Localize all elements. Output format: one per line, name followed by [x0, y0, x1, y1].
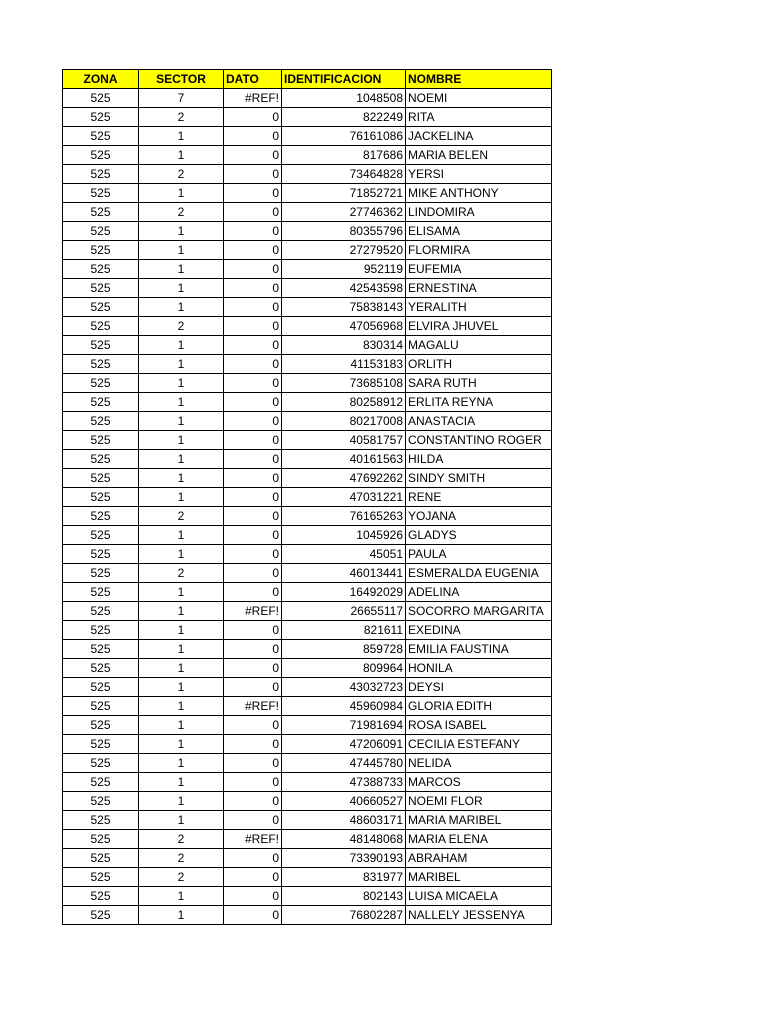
cell-nombre[interactable]: ABRAHAM: [406, 849, 552, 868]
cell-sector[interactable]: 1: [139, 545, 224, 564]
cell-zona[interactable]: 525: [63, 507, 139, 526]
cell-nombre[interactable]: NOEMI FLOR: [406, 792, 552, 811]
table-row: [63, 602, 552, 621]
cell-identificacion[interactable]: 73390193: [282, 849, 406, 868]
table-row: [63, 222, 552, 241]
cell-zona[interactable]: 525: [63, 203, 139, 222]
table-row: [63, 298, 552, 317]
cell-sector[interactable]: 2: [139, 108, 224, 127]
cell-zona[interactable]: 525: [63, 754, 139, 773]
cell-dato[interactable]: #REF!: [224, 89, 282, 108]
table-row: [63, 868, 552, 887]
cell-dato[interactable]: 0: [224, 146, 282, 165]
cell-zona[interactable]: 525: [63, 792, 139, 811]
cell-nombre[interactable]: ROSA ISABEL: [406, 716, 552, 735]
cell-dato[interactable]: 0: [224, 583, 282, 602]
cell-dato[interactable]: 0: [224, 906, 282, 925]
cell-dato[interactable]: 0: [224, 374, 282, 393]
table-row: [63, 355, 552, 374]
cell-dato[interactable]: 0: [224, 887, 282, 906]
cell-identificacion[interactable]: 76165263: [282, 507, 406, 526]
cell-sector[interactable]: 2: [139, 868, 224, 887]
cell-nombre[interactable]: MARIA ELENA: [406, 830, 552, 849]
cell-dato[interactable]: 0: [224, 469, 282, 488]
cell-nombre[interactable]: ESMERALDA EUGENIA: [406, 564, 552, 583]
cell-sector[interactable]: 2: [139, 564, 224, 583]
cell-dato[interactable]: 0: [224, 716, 282, 735]
cell-zona[interactable]: 525: [63, 412, 139, 431]
cell-nombre[interactable]: SOCORRO MARGARITA: [406, 602, 552, 621]
cell-sector[interactable]: 1: [139, 678, 224, 697]
cell-dato[interactable]: 0: [224, 203, 282, 222]
cell-nombre[interactable]: RENE: [406, 488, 552, 507]
table-body: [63, 89, 552, 925]
table-row: [63, 203, 552, 222]
cell-identificacion[interactable]: 45051: [282, 545, 406, 564]
table-row: [63, 773, 552, 792]
cell-identificacion[interactable]: 47692262: [282, 469, 406, 488]
cell-sector[interactable]: 2: [139, 203, 224, 222]
cell-identificacion[interactable]: 75838143: [282, 298, 406, 317]
cell-identificacion[interactable]: 47056968: [282, 317, 406, 336]
cell-identificacion[interactable]: 27279520: [282, 241, 406, 260]
cell-zona[interactable]: 525: [63, 602, 139, 621]
cell-identificacion[interactable]: 73685108: [282, 374, 406, 393]
cell-sector[interactable]: 7: [139, 89, 224, 108]
cell-nombre[interactable]: YOJANA: [406, 507, 552, 526]
cell-nombre[interactable]: CONSTANTINO ROGER: [406, 431, 552, 450]
cell-dato[interactable]: 0: [224, 849, 282, 868]
cell-dato[interactable]: 0: [224, 792, 282, 811]
cell-sector[interactable]: 1: [139, 621, 224, 640]
cell-sector[interactable]: 1: [139, 355, 224, 374]
cell-zona[interactable]: 525: [63, 621, 139, 640]
cell-nombre[interactable]: ELISAMA: [406, 222, 552, 241]
cell-nombre[interactable]: MARCOS: [406, 773, 552, 792]
cell-nombre[interactable]: EMILIA FAUSTINA: [406, 640, 552, 659]
cell-nombre[interactable]: GLORIA EDITH: [406, 697, 552, 716]
cell-dato[interactable]: #REF!: [224, 697, 282, 716]
table-row: [63, 89, 552, 108]
cell-sector[interactable]: 1: [139, 602, 224, 621]
cell-sector[interactable]: 1: [139, 469, 224, 488]
table-row: [63, 260, 552, 279]
cell-identificacion[interactable]: 16492029: [282, 583, 406, 602]
cell-dato[interactable]: 0: [224, 507, 282, 526]
table-row: [63, 393, 552, 412]
data-table: [62, 69, 552, 925]
cell-nombre[interactable]: NELIDA: [406, 754, 552, 773]
cell-zona[interactable]: 525: [63, 127, 139, 146]
cell-zona[interactable]: 525: [63, 355, 139, 374]
cell-dato[interactable]: 0: [224, 526, 282, 545]
cell-dato[interactable]: 0: [224, 412, 282, 431]
cell-identificacion[interactable]: 71852721: [282, 184, 406, 203]
cell-identificacion[interactable]: 48148068: [282, 830, 406, 849]
cell-identificacion[interactable]: 76802287: [282, 906, 406, 925]
table-row: [63, 412, 552, 431]
cell-sector[interactable]: 1: [139, 184, 224, 203]
cell-identificacion[interactable]: 47031221: [282, 488, 406, 507]
table-row: [63, 336, 552, 355]
cell-dato[interactable]: #REF!: [224, 830, 282, 849]
cell-nombre[interactable]: SARA RUTH: [406, 374, 552, 393]
cell-zona[interactable]: 525: [63, 146, 139, 165]
cell-sector[interactable]: 1: [139, 811, 224, 830]
cell-nombre[interactable]: LUISA MICAELA: [406, 887, 552, 906]
table-row: [63, 811, 552, 830]
table-row: [63, 583, 552, 602]
cell-zona[interactable]: 525: [63, 906, 139, 925]
cell-zona[interactable]: 525: [63, 165, 139, 184]
cell-dato[interactable]: 0: [224, 298, 282, 317]
table-row: [63, 165, 552, 184]
cell-zona[interactable]: 525: [63, 697, 139, 716]
table-row: [63, 792, 552, 811]
table-row: [63, 640, 552, 659]
table-row: [63, 526, 552, 545]
header-identificacion[interactable]: IDENTIFICACION: [282, 70, 406, 89]
cell-nombre[interactable]: YERSI: [406, 165, 552, 184]
cell-sector[interactable]: 1: [139, 298, 224, 317]
cell-identificacion[interactable]: 40161563: [282, 450, 406, 469]
cell-nombre[interactable]: ANASTACIA: [406, 412, 552, 431]
cell-identificacion[interactable]: 26655117: [282, 602, 406, 621]
cell-nombre[interactable]: ERLITA REYNA: [406, 393, 552, 412]
table-row: [63, 545, 552, 564]
cell-dato[interactable]: 0: [224, 393, 282, 412]
cell-identificacion[interactable]: 42543598: [282, 279, 406, 298]
cell-dato[interactable]: 0: [224, 545, 282, 564]
cell-identificacion[interactable]: 27746362: [282, 203, 406, 222]
cell-dato[interactable]: 0: [224, 241, 282, 260]
cell-nombre[interactable]: MARIA BELEN: [406, 146, 552, 165]
cell-dato[interactable]: 0: [224, 640, 282, 659]
cell-sector[interactable]: 2: [139, 830, 224, 849]
table-row: [63, 659, 552, 678]
cell-zona[interactable]: 525: [63, 564, 139, 583]
cell-sector[interactable]: 2: [139, 849, 224, 868]
cell-sector[interactable]: 2: [139, 165, 224, 184]
cell-sector[interactable]: 1: [139, 716, 224, 735]
cell-identificacion[interactable]: 47206091: [282, 735, 406, 754]
cell-dato[interactable]: 0: [224, 773, 282, 792]
table-row: [63, 716, 552, 735]
header-zona[interactable]: ZONA: [63, 70, 139, 89]
table-row: [63, 849, 552, 868]
cell-dato[interactable]: 0: [224, 355, 282, 374]
cell-dato[interactable]: 0: [224, 868, 282, 887]
table-row: [63, 127, 552, 146]
cell-zona[interactable]: 525: [63, 450, 139, 469]
cell-dato[interactable]: 0: [224, 279, 282, 298]
cell-zona[interactable]: 525: [63, 469, 139, 488]
table-row: [63, 450, 552, 469]
table-row: [63, 279, 552, 298]
cell-zona[interactable]: 525: [63, 545, 139, 564]
cell-nombre[interactable]: FLORMIRA: [406, 241, 552, 260]
cell-dato[interactable]: 0: [224, 184, 282, 203]
cell-nombre[interactable]: LINDOMIRA: [406, 203, 552, 222]
cell-zona[interactable]: 525: [63, 374, 139, 393]
cell-sector[interactable]: 1: [139, 906, 224, 925]
cell-dato[interactable]: 0: [224, 222, 282, 241]
cell-nombre[interactable]: NOEMI: [406, 89, 552, 108]
cell-identificacion[interactable]: 952119: [282, 260, 406, 279]
cell-sector[interactable]: 1: [139, 754, 224, 773]
cell-dato[interactable]: 0: [224, 735, 282, 754]
cell-nombre[interactable]: HILDA: [406, 450, 552, 469]
cell-dato[interactable]: 0: [224, 108, 282, 127]
cell-sector[interactable]: 1: [139, 279, 224, 298]
cell-identificacion[interactable]: 859728: [282, 640, 406, 659]
cell-zona[interactable]: 525: [63, 222, 139, 241]
cell-dato[interactable]: 0: [224, 317, 282, 336]
cell-sector[interactable]: 1: [139, 488, 224, 507]
cell-zona[interactable]: 525: [63, 583, 139, 602]
table-row: [63, 906, 552, 925]
cell-zona[interactable]: 525: [63, 868, 139, 887]
cell-zona[interactable]: 525: [63, 108, 139, 127]
cell-nombre[interactable]: HONILA: [406, 659, 552, 678]
cell-zona[interactable]: 525: [63, 431, 139, 450]
cell-zona[interactable]: 525: [63, 279, 139, 298]
cell-identificacion[interactable]: 809964: [282, 659, 406, 678]
table-row: [63, 241, 552, 260]
cell-nombre[interactable]: RITA: [406, 108, 552, 127]
cell-identificacion[interactable]: 821611: [282, 621, 406, 640]
cell-zona[interactable]: 525: [63, 678, 139, 697]
cell-sector[interactable]: 1: [139, 792, 224, 811]
cell-identificacion[interactable]: 40581757: [282, 431, 406, 450]
table-row: [63, 887, 552, 906]
cell-nombre[interactable]: MARIBEL: [406, 868, 552, 887]
table-row: [63, 754, 552, 773]
cell-nombre[interactable]: EXEDINA: [406, 621, 552, 640]
cell-sector[interactable]: 1: [139, 222, 224, 241]
cell-zona[interactable]: 525: [63, 526, 139, 545]
cell-dato[interactable]: 0: [224, 127, 282, 146]
cell-zona[interactable]: 525: [63, 336, 139, 355]
cell-nombre[interactable]: MARIA MARIBEL: [406, 811, 552, 830]
cell-sector[interactable]: 1: [139, 735, 224, 754]
cell-dato[interactable]: 0: [224, 488, 282, 507]
cell-zona[interactable]: 525: [63, 830, 139, 849]
cell-sector[interactable]: 1: [139, 640, 224, 659]
cell-nombre[interactable]: ELVIRA JHUVEL: [406, 317, 552, 336]
cell-identificacion[interactable]: 73464828: [282, 165, 406, 184]
cell-identificacion[interactable]: 41153183: [282, 355, 406, 374]
cell-identificacion[interactable]: 47445780: [282, 754, 406, 773]
cell-identificacion[interactable]: 76161086: [282, 127, 406, 146]
cell-identificacion[interactable]: 71981694: [282, 716, 406, 735]
cell-sector[interactable]: 1: [139, 450, 224, 469]
cell-sector[interactable]: 1: [139, 583, 224, 602]
cell-dato[interactable]: 0: [224, 564, 282, 583]
cell-nombre[interactable]: MIKE ANTHONY: [406, 184, 552, 203]
cell-sector[interactable]: 1: [139, 146, 224, 165]
cell-nombre[interactable]: JACKELINA: [406, 127, 552, 146]
cell-dato[interactable]: 0: [224, 678, 282, 697]
table-row: [63, 830, 552, 849]
cell-zona[interactable]: 525: [63, 887, 139, 906]
cell-nombre[interactable]: ADELINA: [406, 583, 552, 602]
table-row: [63, 678, 552, 697]
table-row: [63, 108, 552, 127]
cell-sector[interactable]: 1: [139, 773, 224, 792]
table-row: [63, 317, 552, 336]
cell-nombre[interactable]: SINDY SMITH: [406, 469, 552, 488]
cell-zona[interactable]: 525: [63, 849, 139, 868]
table-row: [63, 431, 552, 450]
cell-identificacion[interactable]: 48603171: [282, 811, 406, 830]
table-row: [63, 469, 552, 488]
cell-dato[interactable]: #REF!: [224, 602, 282, 621]
header-nombre[interactable]: NOMBRE: [406, 70, 552, 89]
cell-zona[interactable]: 525: [63, 488, 139, 507]
table-row: [63, 564, 552, 583]
table-row: [63, 146, 552, 165]
cell-zona[interactable]: 525: [63, 89, 139, 108]
cell-nombre[interactable]: ORLITH: [406, 355, 552, 374]
cell-nombre[interactable]: EUFEMIA: [406, 260, 552, 279]
cell-sector[interactable]: 1: [139, 431, 224, 450]
cell-sector[interactable]: 1: [139, 659, 224, 678]
cell-identificacion[interactable]: 822249: [282, 108, 406, 127]
cell-sector[interactable]: 1: [139, 127, 224, 146]
cell-nombre[interactable]: DEYSI: [406, 678, 552, 697]
cell-dato[interactable]: 0: [224, 260, 282, 279]
cell-identificacion[interactable]: 46013441: [282, 564, 406, 583]
table-row: [63, 374, 552, 393]
table-row: [63, 735, 552, 754]
cell-dato[interactable]: 0: [224, 621, 282, 640]
cell-identificacion[interactable]: 802143: [282, 887, 406, 906]
cell-zona[interactable]: 525: [63, 640, 139, 659]
cell-zona[interactable]: 525: [63, 260, 139, 279]
cell-sector[interactable]: 1: [139, 336, 224, 355]
cell-identificacion[interactable]: 1048508: [282, 89, 406, 108]
table-row: [63, 184, 552, 203]
table-row: [63, 488, 552, 507]
cell-zona[interactable]: 525: [63, 317, 139, 336]
cell-sector[interactable]: 2: [139, 507, 224, 526]
table-row: [63, 621, 552, 640]
cell-zona[interactable]: 525: [63, 241, 139, 260]
cell-dato[interactable]: 0: [224, 336, 282, 355]
cell-identificacion[interactable]: 831977: [282, 868, 406, 887]
cell-identificacion[interactable]: 817686: [282, 146, 406, 165]
cell-zona[interactable]: 525: [63, 811, 139, 830]
cell-sector[interactable]: 1: [139, 526, 224, 545]
cell-sector[interactable]: 1: [139, 393, 224, 412]
cell-dato[interactable]: 0: [224, 450, 282, 469]
cell-zona[interactable]: 525: [63, 184, 139, 203]
header-sector[interactable]: SECTOR: [139, 70, 224, 89]
cell-identificacion[interactable]: 47388733: [282, 773, 406, 792]
cell-nombre[interactable]: ERNESTINA: [406, 279, 552, 298]
cell-sector[interactable]: 1: [139, 412, 224, 431]
cell-identificacion[interactable]: 80217008: [282, 412, 406, 431]
cell-nombre[interactable]: NALLELY JESSENYA: [406, 906, 552, 925]
cell-zona[interactable]: 525: [63, 773, 139, 792]
cell-nombre[interactable]: GLADYS: [406, 526, 552, 545]
cell-nombre[interactable]: MAGALU: [406, 336, 552, 355]
cell-sector[interactable]: 1: [139, 887, 224, 906]
header-row: [63, 70, 552, 89]
table-row: [63, 697, 552, 716]
cell-dato[interactable]: 0: [224, 754, 282, 773]
cell-identificacion[interactable]: 43032723: [282, 678, 406, 697]
cell-sector[interactable]: 1: [139, 697, 224, 716]
cell-sector[interactable]: 2: [139, 317, 224, 336]
cell-zona[interactable]: 525: [63, 393, 139, 412]
cell-nombre[interactable]: YERALITH: [406, 298, 552, 317]
cell-identificacion[interactable]: 830314: [282, 336, 406, 355]
cell-sector[interactable]: 1: [139, 260, 224, 279]
cell-identificacion[interactable]: 80258912: [282, 393, 406, 412]
cell-zona[interactable]: 525: [63, 735, 139, 754]
cell-identificacion[interactable]: 1045926: [282, 526, 406, 545]
cell-dato[interactable]: 0: [224, 165, 282, 184]
cell-identificacion[interactable]: 40660527: [282, 792, 406, 811]
header-dato[interactable]: DATO: [224, 70, 282, 89]
cell-dato[interactable]: 0: [224, 431, 282, 450]
cell-zona[interactable]: 525: [63, 716, 139, 735]
cell-nombre[interactable]: CECILIA ESTEFANY: [406, 735, 552, 754]
cell-dato[interactable]: 0: [224, 659, 282, 678]
cell-zona[interactable]: 525: [63, 298, 139, 317]
cell-sector[interactable]: 1: [139, 374, 224, 393]
table-row: [63, 507, 552, 526]
cell-dato[interactable]: 0: [224, 811, 282, 830]
cell-identificacion[interactable]: 45960984: [282, 697, 406, 716]
cell-zona[interactable]: 525: [63, 659, 139, 678]
cell-identificacion[interactable]: 80355796: [282, 222, 406, 241]
cell-sector[interactable]: 1: [139, 241, 224, 260]
cell-nombre[interactable]: PAULA: [406, 545, 552, 564]
